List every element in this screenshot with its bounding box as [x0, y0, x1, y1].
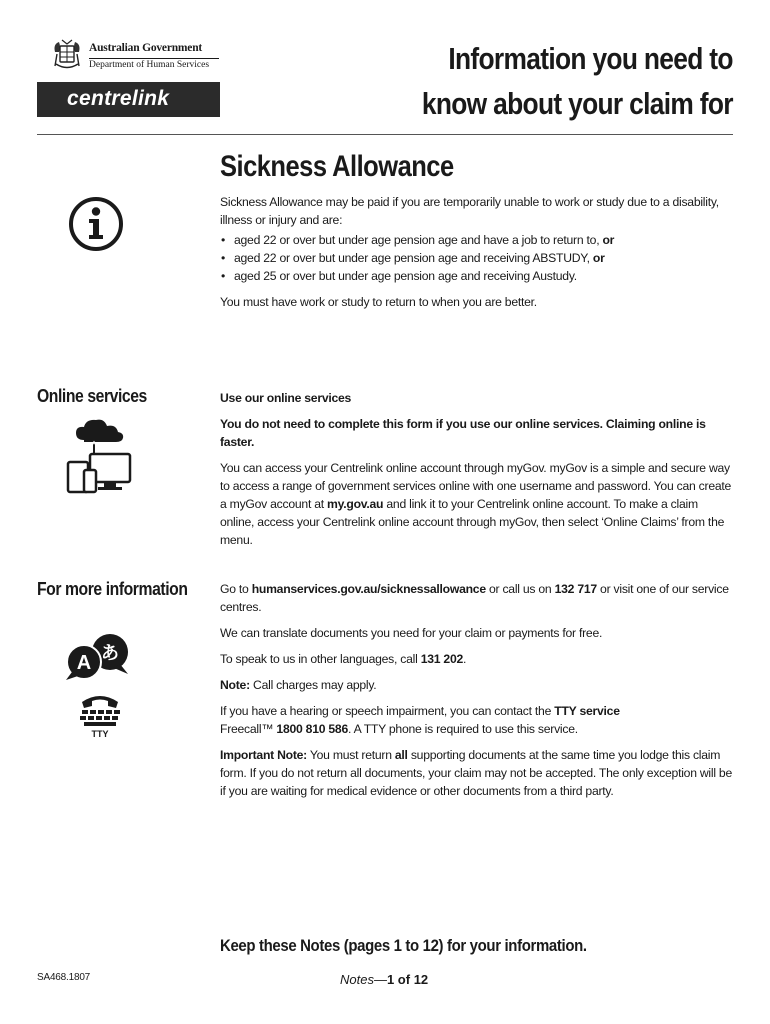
online-services-heading: Online services [37, 385, 147, 406]
keep-notes-reminder: Keep these Notes (pages 1 to 12) for your information. [220, 936, 587, 955]
languages-phone: 131 202 [420, 652, 464, 666]
page-number: Notes—1 of 12 [340, 972, 429, 987]
tty-phone-icon [76, 688, 124, 740]
title-line-2: know about your claim for [422, 86, 733, 121]
list-item: • aged 25 or over but under age pension age and receiving Austudy. [220, 267, 735, 285]
intro-closing: You must have work or study to return to when you are better. [220, 295, 537, 309]
intro-lead: Sickness Allowance may be paid if you are temporarily unable to work or study due to a disability, illness or injury and are: [220, 195, 719, 227]
header-divider [37, 134, 733, 135]
list-item: • aged 22 or over but under age pension age and have a job to return to, or [220, 231, 735, 249]
list-item: • aged 22 or over but under age pension age and receiving ABSTUDY, or [220, 249, 735, 267]
cloud-devices-icon [64, 418, 134, 496]
more-info-body [220, 580, 735, 808]
translation-paragraph: We can translate documents you need for your claim or payments for free. [220, 626, 603, 640]
website-paragraph: Go to humanservices.gov.au/sicknessallowance or call us on 132 717 or visit one of our service centres. [220, 582, 729, 614]
phone-number: 132 717 [554, 582, 597, 596]
tty-icon-label: TTY [91, 729, 109, 739]
government-crest-icon [49, 38, 85, 74]
info-icon [67, 195, 125, 253]
department-name: Department of Human Services [89, 60, 210, 70]
important-note: Important Note: You must return all supporting documents at the same time you lodge this claim form. If you do not return all documents, your claim may not be accepted. The only exception will be if you are waiting for medical evidence or other documents from a third party. [220, 748, 732, 798]
translate-icon [62, 632, 134, 680]
brand-bar [37, 82, 220, 117]
languages-paragraph: To speak to us in other languages, call 131 202. [220, 652, 467, 666]
tty-phone: 1800 810 586 [276, 722, 348, 736]
brand-name: centrelink [67, 87, 170, 110]
form-code: SA468.1807 [37, 972, 91, 983]
svg-text:A: A [76, 652, 92, 674]
intro-body [220, 193, 735, 319]
website-link[interactable]: humanservices.gov.au/sicknessallowance [251, 582, 486, 596]
svg-text:あ: あ [101, 643, 119, 664]
more-info-heading: For more information [37, 578, 188, 599]
online-bold-note: You do not need to complete this form if you use our online services. Claiming online is faster. [220, 417, 706, 449]
agency-logo [37, 34, 222, 118]
section-title: Sickness Allowance [220, 150, 454, 183]
online-paragraph: You can access your Centrelink online account through myGov. myGov is a simple and secure way to access a range of government services online with one username and password. You can create a myGov account at my.gov.au and link it to your Centrelink online account. To make a claim online, access your Centrelink online account through myGov, then select ‘Online Claims’ from the menu. [220, 461, 732, 547]
logo-divider [89, 58, 219, 59]
government-name: Australian Government [89, 42, 203, 54]
tty-paragraph: If you have a hearing or speech impairment, you can contact the TTY service Freecall™ 1800 810 586. A TTY phone is required to use this service. [220, 704, 620, 736]
mygov-link[interactable]: my.gov.au [327, 497, 384, 511]
eligibility-list [220, 231, 735, 285]
online-subhead: Use our online services [220, 391, 352, 405]
title-line-1: Information you need to [448, 41, 733, 76]
document-title [422, 36, 733, 126]
online-services-body [220, 389, 735, 557]
charges-note: Note: Call charges may apply. [220, 678, 377, 692]
